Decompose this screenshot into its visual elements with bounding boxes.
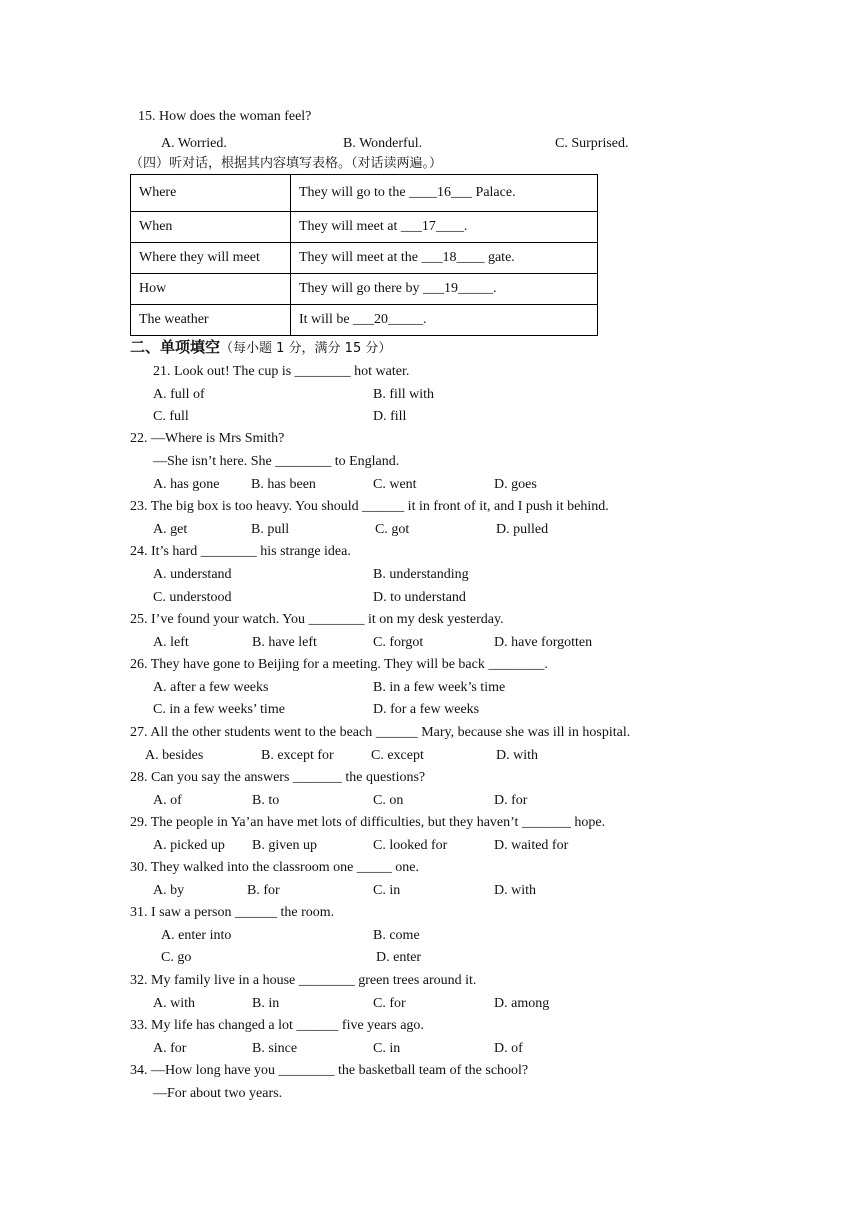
answer-option: A. left — [153, 635, 189, 650]
option-15c: C. Surprised. — [555, 136, 629, 151]
answer-option: C. in a few weeks’ time — [153, 702, 285, 717]
answer-blank: ___17____ — [400, 219, 464, 234]
row-content — [291, 243, 598, 274]
row-content — [291, 212, 598, 243]
answer-option: D. with — [496, 748, 538, 763]
row-content — [291, 274, 598, 305]
answer-option: B. come — [373, 928, 420, 943]
answer-option: B. except for — [261, 748, 334, 763]
row-text: They will meet at — [299, 219, 401, 234]
row-text: gate. — [484, 250, 515, 265]
answer-option: C. on — [373, 793, 404, 808]
row-text: . — [463, 219, 468, 234]
question-stem: 26. They have gone to Beijing for a meeting. They will be back ________. — [130, 657, 548, 672]
answer-option: A. understand — [153, 567, 232, 582]
answer-option: D. among — [494, 996, 550, 1011]
answer-option: B. has been — [251, 477, 316, 492]
option-15b: B. Wonderful. — [343, 136, 423, 151]
answer-option: C. went — [373, 477, 417, 492]
answer-option: A. by — [153, 883, 185, 898]
answer-option: C. looked for — [373, 838, 448, 853]
answer-option: C. except — [371, 748, 424, 763]
answer-option: D. to understand — [373, 590, 466, 605]
answer-option: C. full — [153, 409, 189, 424]
question-stem: 30. They walked into the classroom one _____ one. — [130, 860, 420, 875]
row-content — [291, 305, 598, 336]
row-text: They will go there by — [299, 281, 424, 296]
answer-option: A. of — [153, 793, 182, 808]
answer-option: A. enter into — [161, 928, 232, 943]
row-text: They will meet at the — [299, 250, 422, 265]
answer-option: B. to — [252, 793, 280, 808]
answer-option: D. enter — [376, 950, 422, 965]
answer-option: D. for — [494, 793, 528, 808]
table-row — [131, 305, 598, 336]
answer-option: B. pull — [251, 522, 290, 537]
question-stem: 34. —How long have you ________ the basketball team of the school? — [130, 1063, 529, 1078]
answer-option: D. have forgotten — [494, 635, 593, 650]
answer-blank: ___20_____ — [353, 312, 424, 327]
row-label: The weather — [131, 305, 291, 336]
answer-option: D. pulled — [496, 522, 549, 537]
row-label: Where they will meet — [131, 243, 291, 274]
row-text: They will go to the — [299, 185, 410, 200]
answer-option: C. go — [161, 950, 192, 965]
row-text: It will be — [299, 312, 354, 327]
question-stem: 24. It’s hard ________ his strange idea. — [130, 544, 351, 559]
question-stem: 22. —Where is Mrs Smith? — [130, 431, 285, 446]
question-stem: 29. The people in Ya’an have met lots of difficulties, but they haven’t _______ hope. — [130, 815, 606, 830]
section4-instruction: （四）听对话，根据其内容填写表格。（对话读两遍。） — [130, 156, 443, 171]
table-row — [131, 243, 598, 274]
answer-option: D. for a few weeks — [373, 702, 480, 717]
info-table — [130, 174, 598, 336]
answer-option: C. in — [373, 883, 401, 898]
answer-option: D. of — [494, 1041, 523, 1056]
answer-option: B. in — [252, 996, 280, 1011]
row-content — [291, 175, 598, 212]
answer-option: C. for — [373, 996, 406, 1011]
section2-title: 二、单项填空 — [130, 338, 221, 356]
answer-option: D. goes — [494, 477, 537, 492]
answer-option: A. after a few weeks — [153, 680, 269, 695]
row-label: When — [131, 212, 291, 243]
question-stem: 21. Look out! The cup is ________ hot water. — [153, 364, 410, 379]
question-15: 15. How does the woman feel? — [138, 109, 312, 124]
answer-option: A. picked up — [153, 838, 225, 853]
answer-option: B. fill with — [373, 387, 435, 402]
answer-option: A. get — [153, 522, 188, 537]
answer-option: B. since — [252, 1041, 298, 1056]
option-15a: A. Worried. — [161, 136, 227, 151]
question-stem: 23. The big box is too heavy. You should ______ it in front of it, and I push it behind. — [130, 499, 609, 514]
row-label: How — [131, 274, 291, 305]
answer-option: C. understood — [153, 590, 232, 605]
answer-option: A. full of — [153, 387, 205, 402]
row-text: . — [423, 312, 427, 327]
section2-note: （每小题 1 分，满分 15 分） — [220, 341, 392, 356]
question-stem: 28. Can you say the answers _______ the questions? — [130, 770, 426, 785]
answer-option: C. forgot — [373, 635, 424, 650]
row-text: . — [493, 281, 497, 296]
section2-heading — [130, 339, 391, 357]
answer-option: B. given up — [252, 838, 317, 853]
answer-option: D. fill — [373, 409, 407, 424]
question-stem: 32. My family live in a house ________ green trees around it. — [130, 973, 477, 988]
answer-option: B. in a few week’s time — [373, 680, 506, 695]
row-label: Where — [131, 175, 291, 212]
answer-option: C. got — [375, 522, 410, 537]
answer-option: D. waited for — [494, 838, 569, 853]
table-row — [131, 175, 598, 212]
question-stem: 25. I’ve found your watch. You ________ it on my desk yesterday. — [130, 612, 504, 627]
answer-option: A. for — [153, 1041, 187, 1056]
answer-option: D. with — [494, 883, 536, 898]
answer-option: A. besides — [145, 748, 204, 763]
answer-option: B. have left — [252, 635, 317, 650]
question-stem: 33. My life has changed a lot ______ five years ago. — [130, 1018, 424, 1033]
question-line: —She isn’t here. She ________ to England. — [153, 454, 400, 469]
question-line: —For about two years. — [153, 1086, 283, 1101]
table-row — [131, 274, 598, 305]
row-text: Palace. — [472, 185, 516, 200]
answer-blank: ___18____ — [421, 250, 485, 265]
answer-blank: ____16___ — [409, 185, 473, 200]
answer-option: B. for — [247, 883, 280, 898]
question-stem: 31. I saw a person ______ the room. — [130, 905, 335, 920]
answer-option: C. in — [373, 1041, 401, 1056]
answer-option: B. understanding — [373, 567, 469, 582]
answer-blank: ___19_____ — [423, 281, 494, 296]
question-stem: 27. All the other students went to the beach ______ Mary, because she was ill in hospital. — [130, 725, 631, 740]
table-row — [131, 212, 598, 243]
answer-option: A. has gone — [153, 477, 220, 492]
answer-option: A. with — [153, 996, 195, 1011]
